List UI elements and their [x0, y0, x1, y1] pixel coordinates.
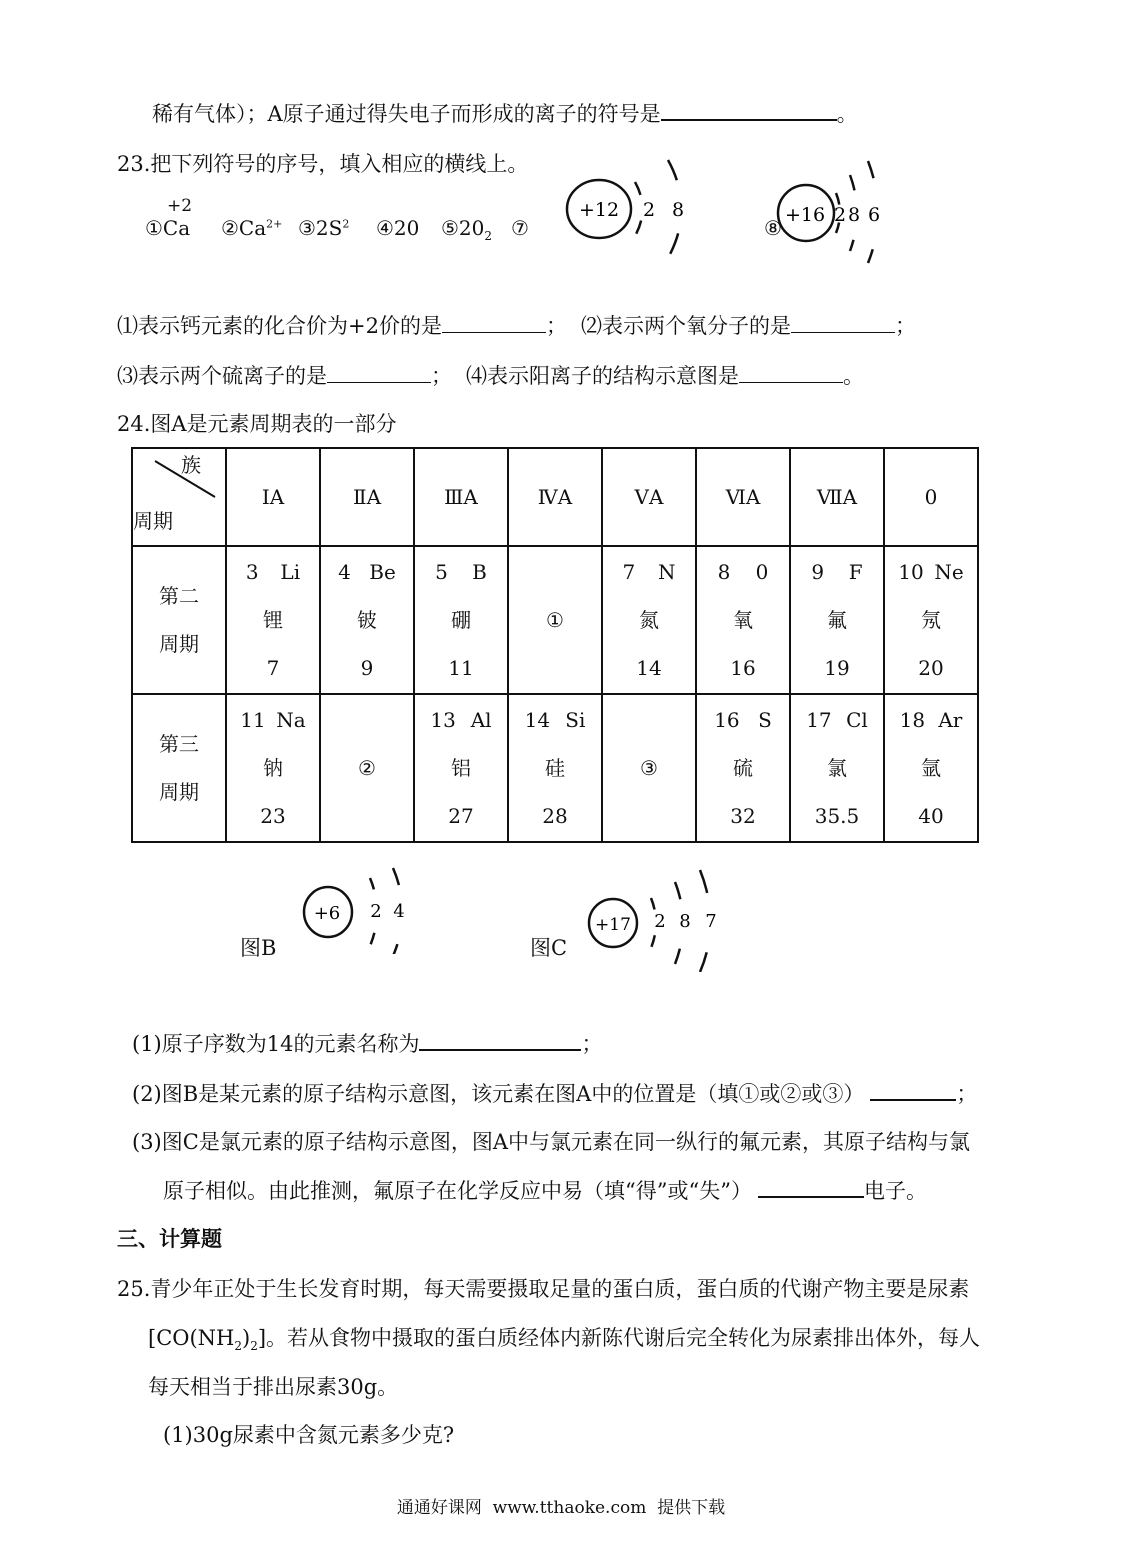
table-corner-cell [132, 448, 226, 546]
element-symbol: Li [280, 560, 301, 584]
answer-blank[interactable] [791, 314, 895, 333]
blank-position-mark: ③ [640, 756, 658, 780]
symbol-4: ④20 [376, 216, 420, 240]
element-name: 氧 [733, 608, 753, 632]
q23-part-2: ⑵表示两个氧分子的是 [580, 314, 791, 338]
answer-blank[interactable] [758, 1178, 864, 1198]
q23-symbols [145, 196, 193, 240]
group-header: ⅦA [790, 448, 884, 546]
formula-sub: 2 [250, 1339, 258, 1354]
atomic-mass: 9 [360, 656, 374, 680]
element-symbol: Be [369, 560, 396, 584]
atomic-mass: 27 [448, 804, 474, 828]
element-header [791, 696, 883, 744]
nucleus-label: +6 [313, 903, 341, 924]
element-symbol: Ar [938, 708, 963, 732]
shell-1-label: 2 [642, 199, 656, 221]
atomic-number: 14 [524, 708, 551, 732]
period-label: 第二 [159, 584, 199, 608]
element-symbol: Si [565, 708, 586, 732]
atomic-number: 16 [714, 708, 740, 732]
atomic-mass: 23 [260, 804, 286, 828]
element-name: 氟 [827, 608, 847, 632]
answer-blank[interactable] [327, 364, 431, 383]
group-header: 0 [884, 448, 978, 546]
q23-row-2 [117, 362, 864, 390]
atomic-number: 13 [430, 708, 456, 732]
element-name: 氮 [639, 608, 659, 632]
q24-sub-3b-text: 原子相似。由此推测，氟原子在化学反应中易（填“得”或“失”） [163, 1179, 752, 1203]
group-header: ⅢA [414, 448, 508, 546]
symbol-5-sub: 2 [484, 229, 493, 243]
q23-row-1 [117, 312, 916, 340]
symbol-1 [145, 196, 193, 240]
q24-sub-2-text: (2)图B是某元素的原子结构示意图，该元素在图A中的位置是（填①或②或③） [132, 1082, 865, 1106]
separator: ； [894, 314, 916, 338]
element-symbol: Al [470, 708, 492, 732]
element-header [227, 696, 319, 744]
period-label: 周期 [159, 632, 199, 656]
element-cell [884, 546, 978, 694]
symbol-7: ⑦ [511, 216, 529, 240]
element-cell [226, 546, 320, 694]
element-symbol: 0 [755, 560, 769, 584]
atomic-number: 10 [898, 560, 924, 584]
atom-diagram-7 [560, 152, 700, 262]
group-header: ⅥA [696, 448, 790, 546]
answer-blank[interactable] [739, 364, 843, 383]
atomic-number: 9 [811, 560, 825, 584]
q24-sub-2 [132, 1080, 977, 1108]
element-cell [508, 694, 602, 842]
element-header [415, 696, 507, 744]
period-label-cell [132, 694, 226, 842]
element-name: 铍 [357, 608, 377, 632]
answer-blank[interactable] [870, 1081, 956, 1101]
q25-line-3: 每天相当于排出尿素30g。 [148, 1375, 399, 1399]
group-header: ⅣA [508, 448, 602, 546]
q24-sub-3b [163, 1177, 927, 1205]
element-name: 铝 [451, 756, 471, 780]
element-name: 氯 [827, 756, 847, 780]
nucleus-label: +16 [784, 204, 826, 226]
table-row [132, 546, 978, 694]
symbol-3-text: ③2S [298, 216, 343, 240]
figure-b-diagram [300, 864, 420, 954]
element-cell [884, 694, 978, 842]
atomic-mass: 19 [824, 656, 850, 680]
period-label-cell [132, 546, 226, 694]
answer-blank[interactable] [442, 314, 546, 333]
separator: ； [581, 1032, 603, 1056]
element-symbol: Cl [846, 708, 868, 732]
element-header [697, 548, 789, 596]
element-name: 氖 [921, 608, 941, 632]
element-cell [602, 546, 696, 694]
period-label: 第三 [159, 732, 199, 756]
table-row [132, 694, 978, 842]
atomic-mass: 14 [636, 656, 662, 680]
separator: ； [956, 1082, 978, 1106]
answer-blank[interactable] [419, 1031, 581, 1051]
atomic-number: 17 [806, 708, 832, 732]
q24-title: 24.图A是元素周期表的一部分 [117, 412, 397, 436]
atomic-number: 7 [622, 560, 636, 584]
corner-period-label: 周期 [133, 509, 173, 533]
corner-group-label: 族 [181, 453, 201, 477]
shell-1-label: 2 [370, 901, 382, 922]
shell-2-label: 4 [393, 901, 405, 922]
atomic-mass: 32 [730, 804, 756, 828]
q24-sub-3a: (3)图C是氯元素的原子结构示意图，图A中与氯元素在同一纵行的氟元素，其原子结构与氯 [132, 1130, 970, 1154]
atomic-mass: 20 [918, 656, 944, 680]
group-header: ⅡA [320, 448, 414, 546]
continuation-text: 稀有气体）；A原子通过得失电子而形成的离子的符号是 [152, 102, 661, 126]
q23-part-1: ⑴表示钙元素的化合价为+2价的是 [117, 314, 442, 338]
q24-sub-1 [132, 1030, 602, 1058]
q24-sub-1-text: (1)原子序数为14的元素名称为 [132, 1032, 420, 1056]
element-name: 硅 [545, 756, 565, 780]
period-mark: 。 [836, 102, 858, 126]
shell-3-label: 7 [705, 911, 717, 932]
symbol-5-text: ⑤20 [441, 216, 485, 240]
atomic-number: 5 [435, 560, 448, 584]
element-name: 氩 [921, 756, 941, 780]
atomic-number: 11 [240, 708, 266, 732]
shell-2-label: 8 [679, 911, 691, 932]
atomic-mass: 28 [542, 804, 568, 828]
shell-2-label: 8 [847, 204, 861, 226]
symbol-1-text: ①Ca [145, 216, 191, 240]
element-header [885, 696, 977, 744]
element-name: 硼 [451, 608, 471, 632]
blank-position-mark: ① [546, 608, 564, 632]
nucleus-label: +12 [578, 199, 620, 221]
element-cell [414, 546, 508, 694]
symbol-5 [441, 216, 492, 243]
period-mark: 。 [843, 364, 864, 388]
element-name: 锂 [263, 608, 283, 632]
group-header: ⅤA [602, 448, 696, 546]
continuation-line [152, 100, 858, 128]
q25-line-1: 25.青少年正处于生长发育时期，每天需要摄取足量的蛋白质，蛋白质的代谢产物主要是尿素 [117, 1277, 970, 1301]
element-symbol: F [848, 560, 863, 584]
element-cell [226, 694, 320, 842]
blank-position-mark: ② [358, 756, 376, 780]
element-cell [602, 694, 696, 842]
q25-line-2-text: ]。若从食物中摄取的蛋白质经体内新陈代谢后完全转化为尿素排出体外，每人 [257, 1326, 981, 1350]
period-label: 周期 [159, 780, 199, 804]
element-header [509, 696, 601, 744]
symbol-8: ⑧ [764, 216, 782, 240]
element-cell [790, 546, 884, 694]
separator: ； [431, 364, 452, 388]
atomic-mass: 11 [448, 656, 474, 680]
q25-line-2 [148, 1324, 980, 1360]
atomic-number: 4 [338, 560, 351, 584]
element-cell [508, 546, 602, 694]
q23-part-4: ⑷表示阳离子的结构示意图是 [466, 364, 739, 388]
symbol-2-charge: 2+ [266, 217, 283, 231]
atomic-mass: 16 [730, 656, 756, 680]
formula-sub: 2 [234, 1339, 242, 1354]
element-header [227, 548, 319, 596]
element-cell [790, 694, 884, 842]
element-header [697, 696, 789, 744]
group-header: ⅠA [226, 448, 320, 546]
q24-sub-3b-end: 电子。 [863, 1179, 927, 1203]
formula-part: ) [242, 1326, 251, 1350]
symbol-2-text: ②Ca [221, 216, 267, 240]
atomic-mass: 35.5 [814, 804, 860, 828]
element-header [415, 548, 507, 596]
symbol-2 [221, 216, 282, 240]
shell-2-label: 8 [671, 199, 685, 221]
formula-part: [CO(NH [148, 1326, 235, 1350]
figure-b-label: 图B [240, 936, 277, 960]
element-header [321, 548, 413, 596]
page-footer: 通通好课网 www.tthaoke.com 提供下载 [396, 1498, 726, 1518]
element-cell [414, 694, 508, 842]
atomic-mass: 40 [918, 804, 944, 828]
element-cell [696, 546, 790, 694]
q23-title: 23.把下列符号的序号，填入相应的横线上。 [117, 152, 529, 176]
section-heading: 三、计算题 [117, 1226, 222, 1251]
atom-diagram-8 [770, 155, 900, 265]
element-cell [320, 694, 414, 842]
atomic-mass: 7 [266, 656, 280, 680]
shell-1-label: 2 [654, 911, 666, 932]
element-cell [696, 694, 790, 842]
element-symbol: Na [276, 708, 306, 732]
element-header [603, 548, 695, 596]
element-symbol: S [758, 708, 772, 732]
element-header [791, 548, 883, 596]
shell-1-label: 2 [833, 204, 847, 226]
figure-c-label: 图C [530, 936, 568, 960]
q23-part-3: ⑶表示两个硫离子的是 [117, 364, 327, 388]
atomic-number: 8 [717, 560, 731, 584]
valence-mark: +2 [167, 196, 193, 216]
nucleus-label: +17 [595, 915, 631, 935]
symbol-3 [298, 216, 349, 240]
atomic-number: 18 [899, 708, 926, 732]
element-symbol: B [472, 560, 487, 584]
element-symbol: N [658, 560, 676, 584]
element-name: 钠 [263, 756, 283, 780]
element-symbol: Ne [934, 560, 964, 584]
element-cell [320, 546, 414, 694]
shell-3-label: 6 [867, 204, 881, 226]
symbol-3-charge: 2 [342, 217, 350, 231]
separator: ； [545, 314, 567, 338]
table-header-row [132, 448, 978, 546]
figure-c-diagram [585, 868, 725, 972]
element-header [885, 548, 977, 596]
q25-sub-1: (1)30g尿素中含氮元素多少克? [163, 1423, 455, 1447]
periodic-table [131, 447, 979, 843]
atomic-number: 3 [245, 560, 259, 584]
element-name: 硫 [733, 756, 753, 780]
answer-blank[interactable] [661, 101, 837, 121]
